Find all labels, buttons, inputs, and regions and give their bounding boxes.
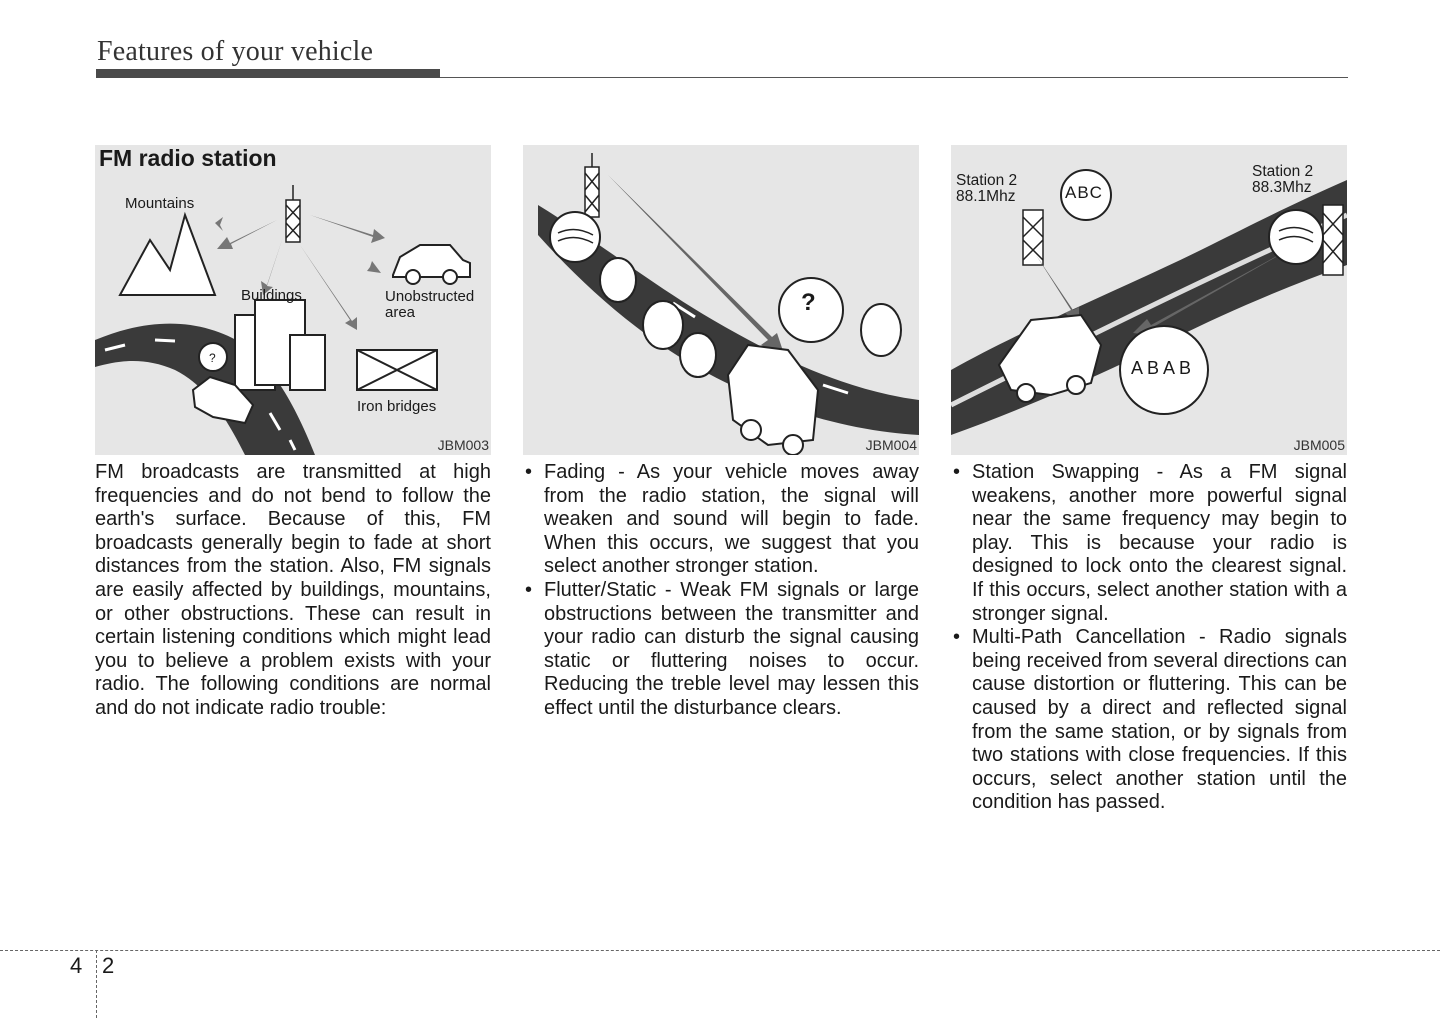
footer-dashed-rule <box>0 950 1440 951</box>
car <box>728 345 818 455</box>
buildings <box>235 300 325 390</box>
bullet-text: Multi-Path Cancellation - Radio signals being received from several directions can cause distortion or fluttering. This can be caused by a direct and reflected signal from the same station, or by signals from two stations with close frequencies. If this occurs, select another station until the condition has passed. <box>972 626 1347 814</box>
label-unobstructed-area: Unobstructed area <box>385 288 475 321</box>
figure-code: JBM003 <box>437 437 489 453</box>
bullet-list <box>951 461 1347 815</box>
header-rule <box>440 77 1348 78</box>
question-mark: ? <box>209 351 216 365</box>
figure-code: JBM004 <box>865 437 917 453</box>
radio-tower-left <box>1023 210 1043 265</box>
bullet-text: Flutter/Static - Weak FM signals or large obstructions between the transmitter and your radio can disturb the signal causing static or fluttering noises to occur. Reducing the treble level may lessen this effect until the disturbance clears. <box>544 578 919 719</box>
column-3-text <box>951 461 1347 815</box>
bullet-dot: • <box>525 461 533 483</box>
bullet-text: Station Swapping - As a FM signal weakens, another more powerful signal near the same frequency may begin to play. This is because your radio is designed to lock onto the clearest signal. If this occurs, select another station with a stronger signal. <box>972 461 1347 625</box>
bullet-text: Fading - As your vehicle moves away from the radio station, the signal will weaken and sound will begin to fade. When this occurs, we suggest that you select another stronger station. <box>544 461 919 578</box>
bullet-dot: • <box>953 461 961 483</box>
page-chapter-number: 4 <box>70 953 83 978</box>
header-accent-bar <box>96 69 440 78</box>
label-iron-bridges: Iron bridges <box>357 398 437 415</box>
intro-paragraph: FM broadcasts are transmitted at high frequencies and do not bend to follow the earth's surface. Because of this, FM broadcasts generally begin to fade at short distances from the station. Also, FM signals are easily affected by buildings, mountains, or other obstructions. These can result in certain listening conditions which might lead you to believe a problem exists with your radio. The following conditions are normal and do not indicate radio trouble: <box>95 461 491 719</box>
figure-fm-radio-station <box>95 145 491 455</box>
static-bubble <box>550 212 600 262</box>
bullet-list <box>523 461 919 721</box>
bullet-item-multipath <box>951 626 1347 815</box>
bullet-dot: • <box>953 626 961 649</box>
figure-station-swapping <box>951 145 1347 455</box>
label-mountains: Mountains <box>125 195 195 212</box>
label-abc: ABC <box>1065 183 1103 202</box>
figure-2-illustration <box>523 145 919 455</box>
bullet-item-fading <box>523 461 919 579</box>
bullet-item-flutter-static <box>523 579 919 721</box>
column-1-text <box>95 461 491 721</box>
question-mark: ? <box>801 289 816 316</box>
radio-tower <box>286 185 300 242</box>
mountains-shape <box>120 215 215 295</box>
section-header-title: Features of your vehicle <box>97 36 374 67</box>
bullet-item-station-swapping <box>951 461 1347 626</box>
car-unobstructed <box>393 245 470 284</box>
iron-bridge <box>357 350 437 390</box>
figure-fading <box>523 145 919 455</box>
column-2-text <box>523 461 919 721</box>
figure-title: FM radio station <box>99 145 277 171</box>
label-station-left: Station 2 88.1Mhz <box>956 172 1018 205</box>
radio-tower-right <box>1323 205 1343 275</box>
label-abab: A B A B <box>1131 358 1192 378</box>
radio-tower <box>585 153 599 217</box>
footer-page-divider <box>96 950 97 1018</box>
car <box>999 315 1101 402</box>
label-buildings: Buildings <box>241 287 302 304</box>
label-station-right: Station 2 88.3Mhz <box>1252 163 1314 196</box>
wave-bubble-right <box>1269 210 1323 264</box>
figure-code: JBM005 <box>1293 437 1345 453</box>
bullet-dot: • <box>525 578 533 601</box>
page-number: 2 <box>102 953 115 978</box>
